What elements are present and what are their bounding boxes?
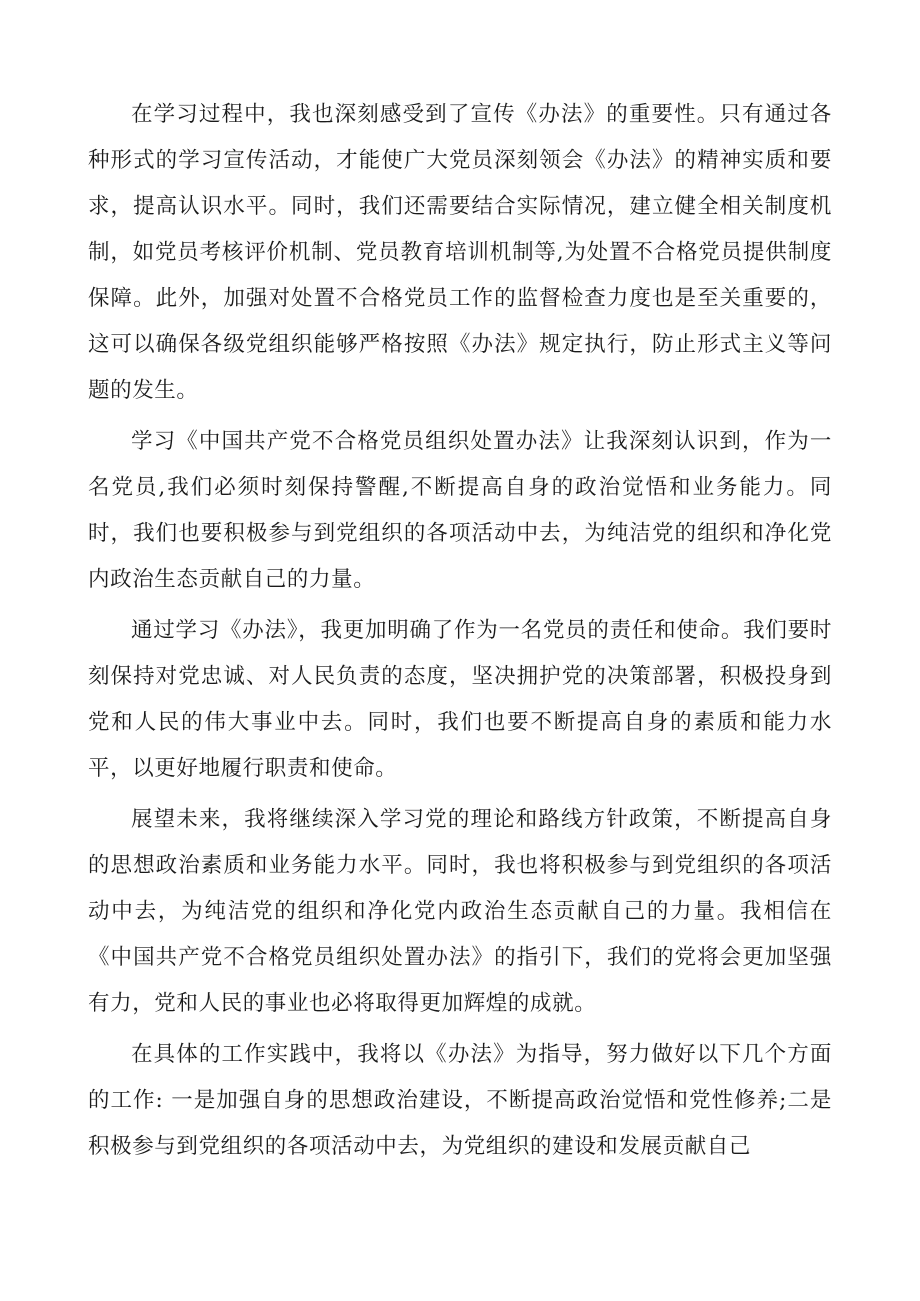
- document-body: [88, 92, 832, 1175]
- paragraph-2: 学习《中国共产党不合格党员组织处置办法》让我深刻认识到，作为一名党员,我们必须时刻保持警醒,不断提高自身的政治觉悟和业务能力。同时，我们也要积极参与到党组织的各项活动中去，为纯洁党的组织和净化党内政治生态贡献自己的力量。: [88, 429, 832, 592]
- paragraph-3: 通过学习《办法》，我更加明确了作为一名党员的责任和使命。我们要时刻保持对党忠诚、对人民负责的态度，坚决拥护党的决策部署，积极投身到党和人民的伟大事业中去。同时，我们也要不断提高自身的素质和能力水平，以更好地履行职责和使命。: [88, 618, 832, 781]
- paragraph-4: 展望未来，我将继续深入学习党的理论和路线方针政策，不断提高自身的思想政治素质和业务能力水平。同时，我也将积极参与到党组织的各项活动中去，为纯洁党的组织和净化党内政治生态贡献自己的力量。我相信在《中国共产党不合格党员组织处置办法》的指引下，我们的党将会更加坚强有力，党和人民的事业也必将取得更加辉煌的成就。: [88, 807, 832, 1016]
- paragraph-5: 在具体的工作实践中，我将以《办法》为指导，努力做好以下几个方面的工作: 一是加强自身的思想政治建设，不断提高政治觉悟和党性修养;二是积极参与到党组织的各项活动中去，为党组织的建设和发展贡献自己: [88, 1042, 832, 1159]
- paragraph-1: 在学习过程中，我也深刻感受到了宣传《办法》的重要性。只有通过各种形式的学习宣传活动，才能使广大党员深刻领会《办法》的精神实质和要求，提高认识水平。同时，我们还需要结合实际情况，建立健全相关制度机制，如党员考核评价机制、党员教育培训机制等,为处置不合格党员提供制度保障。此外，加强对处置不合格党员工作的监督检查力度也是至关重要的，这可以确保各级党组织能够严格按照《办法》规定执行，防止形式主义等问题的发生。: [88, 102, 832, 403]
